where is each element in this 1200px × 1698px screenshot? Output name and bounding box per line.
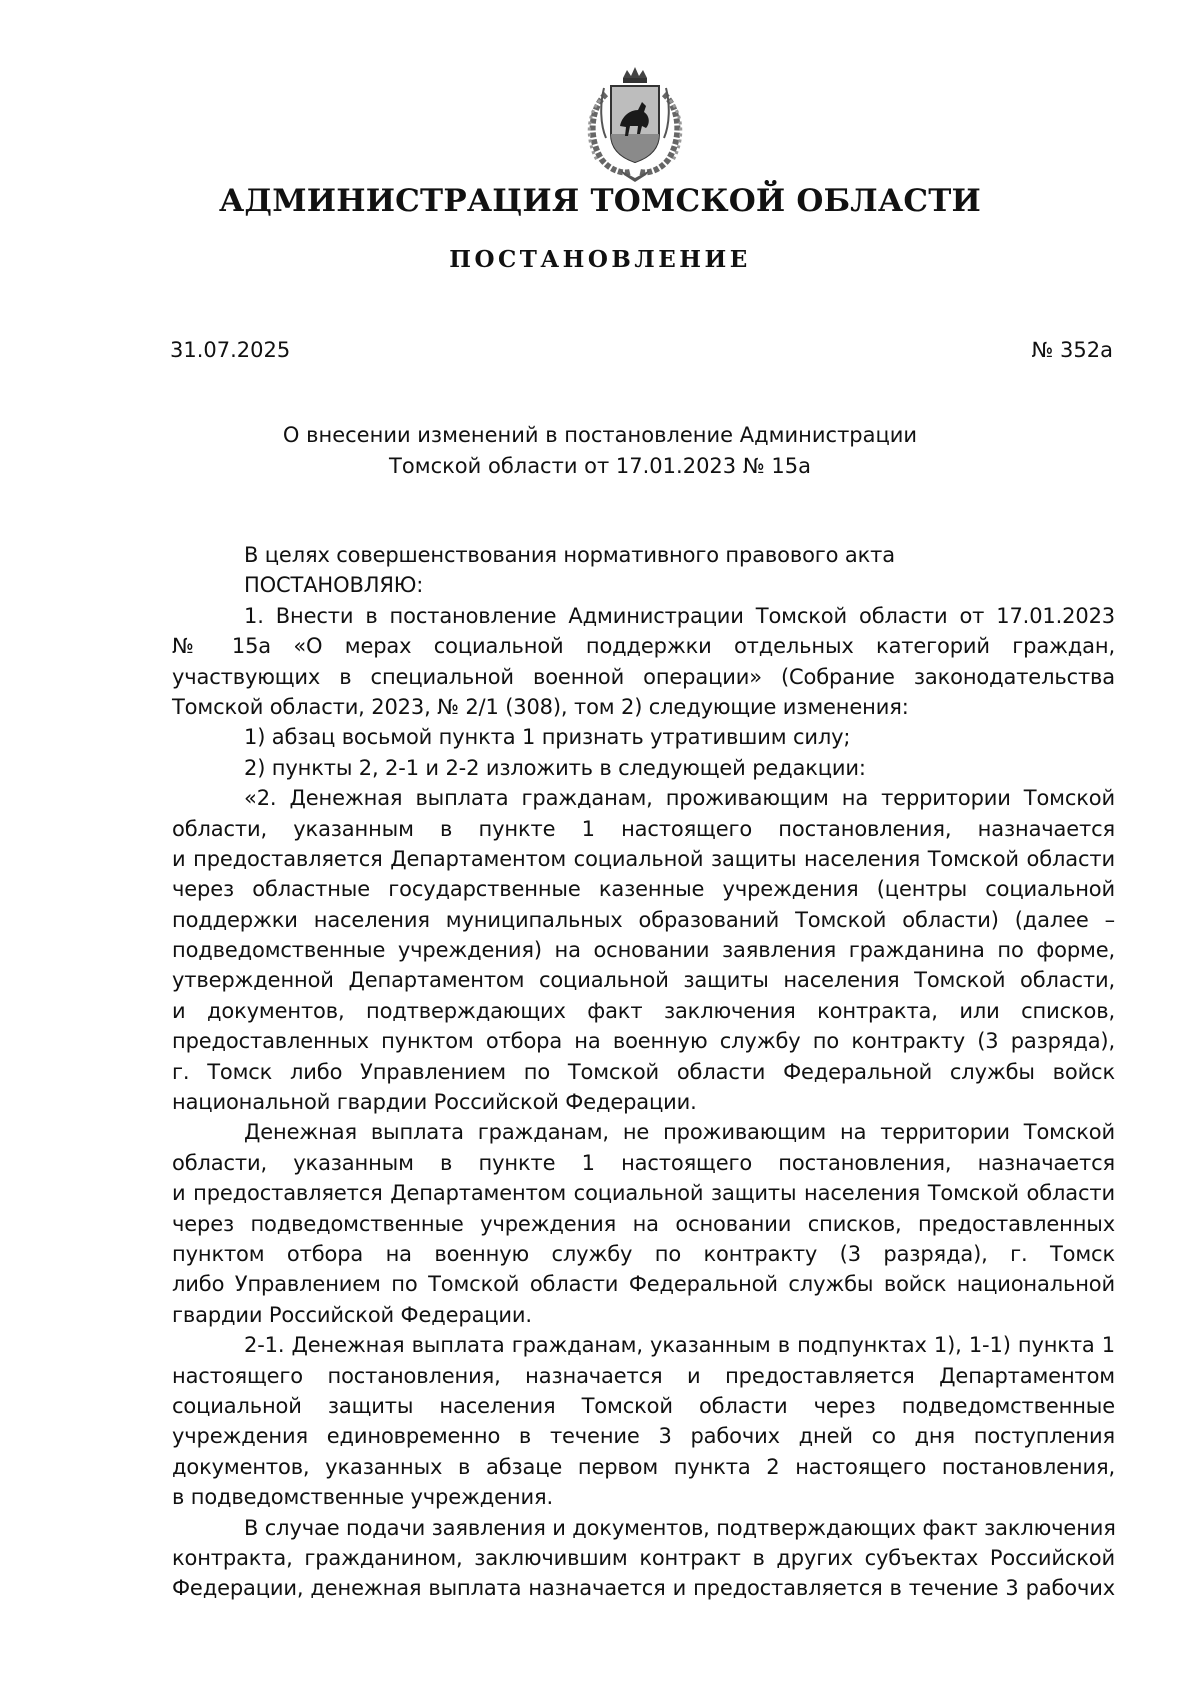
document-number: № 352а: [1031, 338, 1113, 362]
body-line: ПОСТАНОВЛЯЮ:: [244, 573, 424, 598]
body-line: через областные государственные казенные учреждения (центры социальной: [172, 877, 1115, 902]
body-line: области, указанным в пункте 1 настоящего постановления, назначается: [172, 1150, 1115, 1175]
body-line: г. Томск либо Управлением по Томской области Федеральной службы войск: [172, 1059, 1115, 1084]
body-line: предоставленных пунктом отбора на военную службу по контракту (3 разряда),: [172, 1029, 1115, 1054]
body-line: настоящего постановления, назначается и предоставляется Департаментом: [172, 1363, 1115, 1388]
document-body: [172, 540, 1115, 1604]
body-line: контракта, гражданином, заключившим контракт в других субъектах Российской: [172, 1545, 1115, 1570]
body-line: Денежная выплата гражданам, не проживающим на территории Томской: [244, 1120, 1115, 1145]
body-line: № 15а «О мерах социальной поддержки отдельных категорий граждан,: [172, 634, 1115, 659]
body-line: и предоставляется Департаментом социальной защиты населения Томской области: [172, 846, 1115, 871]
body-line: и документов, подтверждающих факт заключения контракта, или списков,: [172, 998, 1115, 1023]
organization-title: АДМИНИСТРАЦИЯ ТОМСКОЙ ОБЛАСТИ: [218, 183, 981, 219]
body-line: через подведомственные учреждения на основании списков, предоставленных: [172, 1211, 1115, 1236]
body-line: социальной защиты населения Томской области через подведомственные: [172, 1393, 1115, 1418]
document-type: ПОСТАНОВЛЕНИЕ: [449, 246, 751, 273]
body-line: утвержденной Департаментом социальной защиты населения Томской области,: [172, 968, 1115, 993]
body-line: Томской области, 2023, № 2/1 (308), том 2) следующие изменения:: [172, 694, 909, 719]
body-line: Федерации, денежная выплата назначается и предоставляется в течение 3 рабочих: [172, 1576, 1115, 1601]
body-line: области, указанным в пункте 1 настоящего постановления, назначается: [172, 816, 1115, 841]
body-line: участвующих в специальной военной операции» (Собрание законодательства: [172, 664, 1115, 689]
body-line: В случае подачи заявления и документов, подтверждающих факт заключения: [244, 1515, 1116, 1540]
body-line: и предоставляется Департаментом социальной защиты населения Томской области: [172, 1181, 1115, 1206]
body-line: 1. Внести в постановление Администрации Томской области от 17.01.2023: [244, 603, 1115, 628]
body-line: подведомственные учреждения) на основании заявления гражданина по форме,: [172, 938, 1115, 963]
body-line: национальной гвардии Российской Федерации.: [172, 1090, 697, 1115]
body-line: учреждения единовременно в течение 3 рабочих дней со дня поступления: [172, 1424, 1115, 1449]
body-line: пунктом отбора на военную службу по контракту (3 разряда), г. Томск: [172, 1241, 1115, 1266]
body-line: 2) пункты 2, 2-1 и 2-2 изложить в следующей редакции:: [244, 755, 866, 780]
body-line: поддержки населения муниципальных образований Томской области) (далее –: [172, 907, 1115, 932]
body-line: 1) абзац восьмой пункта 1 признать утратившим силу;: [244, 725, 851, 750]
subject-line: О внесении изменений в постановление Администрации: [282, 423, 918, 447]
body-line: 2-1. Денежная выплата гражданам, указанным в подпунктах 1), 1-1) пункта 1: [244, 1333, 1115, 1358]
subject-line: Томской области от 17.01.2023 № 15а: [389, 454, 811, 478]
body-line: в подведомственные учреждения.: [172, 1485, 553, 1510]
body-line: либо Управлением по Томской области Федеральной службы войск национальной: [172, 1272, 1115, 1297]
body-line: В целях совершенствования нормативного правового акта: [244, 543, 895, 567]
document-subject: [0, 420, 1200, 482]
coat-of-arms-icon: [580, 64, 690, 182]
document-date: 31.07.2025: [170, 338, 291, 362]
body-line: документов, указанных в абзаце первом пункта 2 настоящего постановления,: [172, 1454, 1115, 1479]
body-line: гвардии Российской Федерации.: [172, 1302, 532, 1327]
body-line: «2. Денежная выплата гражданам, проживающим на территории Томской: [244, 786, 1115, 811]
